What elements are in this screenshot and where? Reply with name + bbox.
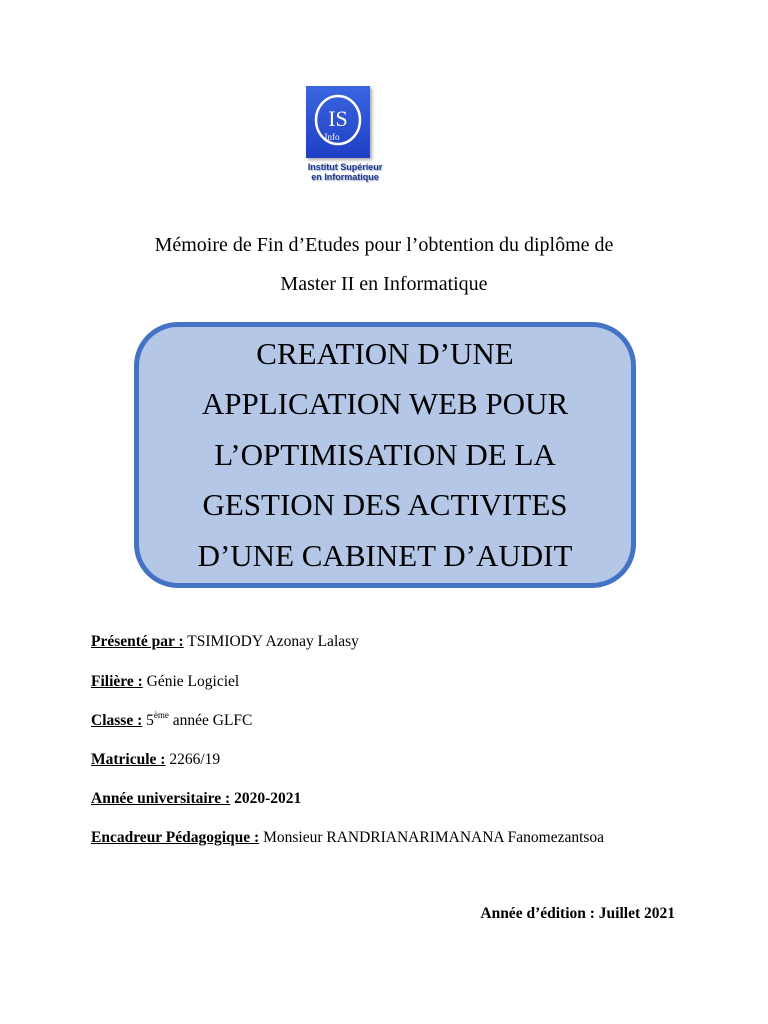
title-line-2: APPLICATION WEB POUR	[201, 386, 569, 422]
classe-value	[146, 712, 252, 729]
classe-superscript: ème	[153, 710, 169, 720]
title-line-1: CREATION D’UNE	[256, 335, 514, 371]
supervisor-row	[91, 829, 604, 847]
presented-by-row	[91, 633, 359, 651]
classe-number: 5	[146, 712, 154, 729]
classe-text: année GLFC	[172, 712, 253, 729]
classe-label: Classe :	[91, 712, 143, 729]
filiere-label: Filière :	[91, 673, 143, 690]
logo-emblem-text: IS	[328, 106, 348, 131]
degree-line-1: Mémoire de Fin d’Etudes pour l’obtention du diplôme de	[154, 234, 614, 256]
academic-year-row	[91, 790, 301, 808]
thesis-title-box	[134, 322, 636, 588]
supervisor-label: Encadreur Pédagogique :	[91, 829, 260, 846]
matricule-row	[91, 751, 220, 769]
matricule-label: Matricule :	[91, 751, 166, 768]
logo-caption: Institut Supérieur en Informatique	[307, 162, 383, 182]
filiere-value: Génie Logiciel	[146, 673, 240, 690]
classe-row	[91, 712, 252, 730]
institution-logo	[290, 84, 400, 188]
degree-line-2: Master II en Informatique	[280, 273, 488, 295]
filiere-row	[91, 673, 239, 691]
presented-by-label: Présenté par :	[91, 633, 184, 650]
logo-emblem-icon	[306, 86, 370, 158]
matricule-value: 2266/19	[169, 751, 221, 768]
title-line-3: L’OPTIMISATION DE LA	[214, 436, 556, 472]
logo-emblem-sub: Info	[324, 132, 340, 142]
academic-year-label: Année universitaire :	[91, 790, 231, 807]
presented-by-value: TSIMIODY Azonay Lalasy	[187, 633, 359, 650]
title-line-5: D’UNE CABINET D’AUDIT	[197, 537, 573, 573]
edition-date: Année d’édition : Juillet 2021	[480, 905, 675, 922]
supervisor-value: Monsieur RANDRIANARIMANANA Fanomezantsoa	[263, 829, 605, 846]
academic-year-value: 2020-2021	[234, 790, 302, 807]
logo-emblem	[306, 86, 370, 158]
title-line-4: GESTION DES ACTIVITES	[202, 487, 568, 523]
